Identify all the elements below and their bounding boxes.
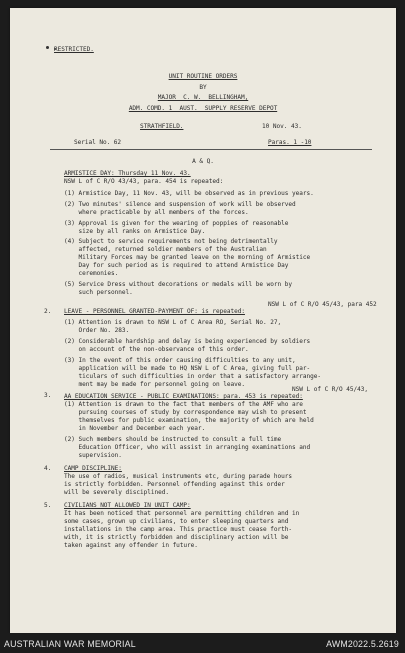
paragraph-line: Order No. 283. <box>64 327 130 334</box>
paragraph-line: ment may be made for personnel going on leave. <box>64 381 245 388</box>
punch-mark <box>46 46 49 49</box>
paragraph-line: (2) Considerable hardship and delay is being experienced by soldiers <box>64 338 311 345</box>
paras-range: Paras. 1 -10 <box>268 139 312 146</box>
paragraph-line: (1) Attention is drawn to the fact that members of the AMF who are <box>64 401 303 408</box>
officer-name: MAJOR C. W. BELLINGHAM, <box>157 94 249 101</box>
paragraph-line: some cases, grown up civilians, to enter sleeping quarters and <box>64 518 289 525</box>
date: 10 Nov. 43. <box>262 123 302 130</box>
paragraph-line: affected, returned soldier members of the Australian <box>64 246 267 253</box>
paragraph-line: installations in the camp area. This practice must cease forth- <box>64 526 292 533</box>
classification-label: RESTRICTED. <box>54 46 94 53</box>
paragraph-line: themselves for public examination, the majority of which are held <box>64 417 314 424</box>
paragraph-line: Military Forces may be granted leave on the morning of Armistice <box>64 254 311 261</box>
paragraph-line: Education Officer, who will assist in arranging examinations and <box>64 444 311 451</box>
paragraph-number: 3. <box>44 392 52 399</box>
paragraph-line: with, it is strictly forbidden and disciplinary action will be <box>64 534 289 541</box>
paragraph-line: (3) Approval is given for the wearing of poppies of reasonable <box>64 220 289 227</box>
paragraph-line: (5) Service Dress without decorations or medals will be worn by <box>64 281 292 288</box>
paragraph-line: The use of radios, musical instruments etc, during parade hours <box>64 473 292 480</box>
unit-name: ADM. COMD. 1 AUST. SUPPLY RESERVE DEPOT <box>128 105 278 112</box>
paragraph-number: 5. <box>44 502 52 509</box>
paragraph-line: taken against any offender in future. <box>64 542 198 549</box>
paragraph-line: (1) Armistice Day, 11 Nov. 43, will be observed as in previous years. <box>64 190 314 197</box>
paragraph-line: CIVILIANS NOT ALLOWED IN UNIT CAMP: <box>64 502 191 509</box>
paragraph-line: (2) Such members should be instructed to consult a full time <box>64 436 282 443</box>
paragraph-line: on account of the non-observance of this order. <box>64 346 249 353</box>
paragraph-line: such personnel. <box>64 289 133 296</box>
paragraph-line: supervision. <box>64 452 122 459</box>
paragraph-line: ceremonies. <box>64 270 119 277</box>
paragraph-line: in November and December each year. <box>64 425 206 432</box>
paragraph-line: pursuing courses of study by correspondence may wish to present <box>64 409 307 416</box>
archive-reference: AWM2022.5.2619 <box>326 639 399 649</box>
paragraph-line: application will be made to HQ NSW L of C Area, giving full par- <box>64 365 311 372</box>
paragraph-line: size by all ranks on Armistice Day. <box>64 228 206 235</box>
archive-name: AUSTRALIAN WAR MEMORIAL <box>4 639 136 649</box>
paragraph-number: 2. <box>44 308 52 315</box>
paragraph-line: NSW L of C R/O 43/43, para. 454 is repeated: <box>64 178 224 185</box>
paragraph-line: It has been noticed that personnel are permitting children and in <box>64 510 300 517</box>
paragraph-line: AA EDUCATION SERVICE - PUBLIC EXAMINATIONS: para. 453 is repeated: <box>64 393 303 400</box>
paragraph-line: ticulars of such difficulties in order that a satisfactory arrange- <box>64 373 321 380</box>
paragraph-line: Day for such period as is required to attend Armistice Day <box>64 262 289 269</box>
document-page <box>10 8 396 633</box>
document-title: UNIT ROUTINE ORDERS <box>168 73 238 80</box>
paragraph-line: LEAVE - PERSONNEL GRANTED-PAYMENT OF: is repeated: <box>64 308 245 315</box>
paragraph-line: CAMP DISCIPLINE: <box>64 465 122 472</box>
paragraph-line: (2) Two minutes' silence and suspension of work will be observed <box>64 201 296 208</box>
section-heading: A & Q. <box>192 158 214 165</box>
paragraph-reference: NSW L of C R/O 45/43, <box>292 386 368 393</box>
serial-number: Serial No. 62 <box>74 139 122 146</box>
paragraph-line: (4) Subject to service requirements not being detrimentally <box>64 238 278 245</box>
paragraph-line: (1) Attention is drawn to NSW L of C Area RO, Serial No. 27, <box>64 319 282 326</box>
archive-footer <box>0 633 405 653</box>
paragraph-line: ARMISTICE DAY: Thursday 11 Nov. 43. <box>64 170 191 177</box>
paragraph-number: 4. <box>44 465 52 472</box>
paragraph-reference: NSW L of C R/O 45/43, para 452 <box>268 301 377 308</box>
paragraph-line: is strictly forbidden. Personnel offending against this order <box>64 481 285 488</box>
paragraph-line: where practicable by all members of the forces. <box>64 209 249 216</box>
paragraph-line: will be severely disciplined. <box>64 489 169 496</box>
location: STRATHFIELD. <box>140 123 184 130</box>
by-line: BY <box>199 84 207 91</box>
divider <box>50 149 372 150</box>
paragraph-line: (3) In the event of this order causing difficulties to any unit, <box>64 357 296 364</box>
